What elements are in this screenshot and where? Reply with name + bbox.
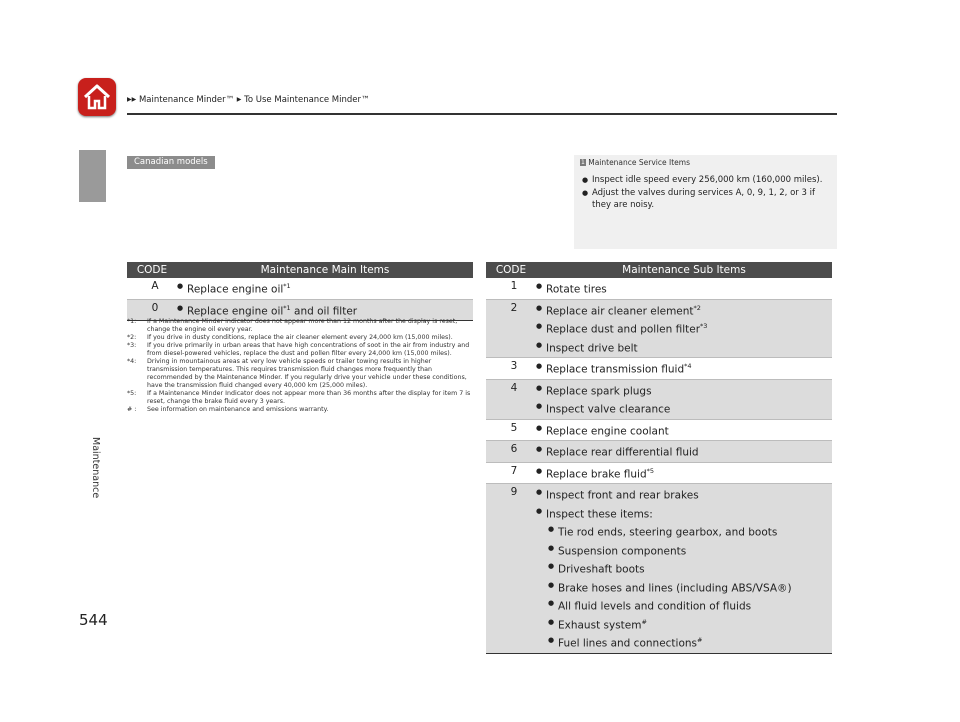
breadcrumb-arrow-icon: ▶▶: [127, 96, 137, 103]
region-badge: Canadian models: [127, 156, 215, 169]
footnote: *5: If a Maintenance Minder Indicator does not appear more than 36 months after the display for item 7 is reset, change the brake fluid every 3 years.: [127, 390, 471, 405]
row-subitem: ● Tie rod ends, steering gearbox, and boots: [536, 522, 832, 541]
table-row: [486, 278, 832, 299]
row-item: ● Replace transmission fluid$^{*4}$: [536, 359, 832, 378]
table-row: [486, 379, 832, 419]
row-items: [536, 462, 832, 484]
row-items: [177, 278, 473, 299]
row-code: 0: [127, 299, 177, 321]
row-item: ● Inspect these items:: [536, 504, 832, 523]
row-item: ● Replace brake fluid$^{*5}$: [536, 464, 832, 483]
home-icon[interactable]: [78, 78, 116, 116]
table-row: [486, 462, 832, 484]
footnote: *4: Driving in mountainous areas at very low vehicle speeds or trailer towing results in higher transmission temperatures. This requires transmission fluid changes more frequently than recommended by the Maintenance Minder. If you regularly drive your vehicle under these conditions, have the transmission fluid changed every 40,000 km (25,000 miles).: [127, 358, 467, 389]
breadcrumb: [127, 95, 370, 105]
main-items-table: [127, 262, 473, 321]
table-row: [486, 358, 832, 380]
row-item: ● Replace air cleaner element$^{*2}$: [536, 301, 832, 320]
row-item: ● Inspect front and rear brakes: [536, 485, 832, 504]
row-code: 7: [510, 464, 518, 477]
table-row: [127, 278, 473, 299]
row-items: [536, 278, 832, 299]
row-code: A: [151, 280, 159, 292]
chapter-label: Maintenance: [90, 437, 101, 499]
row-items: [536, 419, 832, 441]
row-item: ● Replace engine coolant: [536, 421, 832, 440]
breadcrumb-item[interactable]: Maintenance Minder™: [138, 95, 235, 105]
row-item: ● Replace rear differential fluid: [536, 442, 832, 461]
row-item: ● Inspect drive belt: [536, 338, 832, 357]
row-item: ● Replace engine oil$^{*1}$: [177, 279, 473, 298]
footnote: *2: If you drive in dusty conditions, replace the air cleaner element every 24,000 km (15,000 miles).: [127, 334, 453, 341]
row-code: 4: [486, 379, 536, 419]
sub-items-table: [486, 262, 832, 654]
footnote: *1: If a Maintenance Minder indicator does not appear more than 12 months after the display is reset, change the engine oil every year.: [127, 318, 458, 333]
sub-table-body: [486, 278, 832, 653]
row-code: 1: [510, 280, 518, 292]
column-header-code: CODE: [127, 262, 177, 278]
row-code: 3: [510, 360, 518, 372]
row-subitem: ● All fluid levels and condition of fluids: [536, 596, 832, 615]
footnote: *3: If you drive primarily in urban areas that have high concentrations of soot in the air from industry and from diesel-powered vehicles, replace the dust and pollen filter every 24,000 km (15,000 miles).: [127, 342, 470, 357]
row-subitem: ● Fuel lines and connections#: [536, 633, 832, 652]
row-item: ● Replace engine oil$^{*1}$ and oil filter: [177, 301, 473, 320]
row-item: ● Replace spark plugs: [536, 381, 832, 400]
row-subitem: ● Suspension components: [536, 541, 832, 560]
row-code: 9: [486, 484, 536, 654]
row-items: [536, 484, 832, 654]
row-subitem: ● Brake hoses and lines (including ABS/VSA®): [536, 578, 832, 597]
column-header-items: Maintenance Sub Items: [536, 262, 832, 278]
table-row: [486, 484, 832, 654]
note-marker: 1: [581, 159, 585, 166]
table-row: [486, 419, 832, 441]
column-header-items: Maintenance Main Items: [177, 262, 473, 278]
page-number: 544: [79, 611, 108, 629]
row-subitem: ● Exhaust system#: [536, 615, 832, 634]
note-item: ● Adjust the valves during services A, 0, 9, 1, 2, or 3 if they are noisy.: [582, 187, 827, 211]
table-row: [486, 441, 832, 463]
note-item: ● Inspect idle speed every 256,000 km (160,000 miles).: [582, 174, 827, 186]
chapter-tab-marker: [79, 150, 106, 202]
note-title: [580, 158, 690, 167]
breadcrumb-arrow-icon: ▶: [236, 96, 242, 103]
header-rule: [127, 113, 837, 115]
row-items: [536, 299, 832, 358]
breadcrumb-item[interactable]: To Use Maintenance Minder™: [244, 95, 370, 105]
row-item: ● Inspect valve clearance: [536, 399, 832, 418]
row-code: 6: [486, 441, 536, 463]
row-items: [536, 358, 832, 380]
note-list: [582, 174, 827, 212]
note-title-text: Maintenance Service Items: [588, 158, 690, 167]
footnotes: [127, 318, 473, 414]
note-box: [574, 155, 837, 249]
table-row: [486, 299, 832, 358]
row-items: [536, 379, 832, 419]
row-code: 2: [486, 299, 536, 358]
row-code: 5: [510, 421, 518, 434]
column-header-code: CODE: [486, 262, 536, 278]
footnote: # : See information on maintenance and emissions warranty.: [127, 406, 329, 413]
row-subitem: ● Driveshaft boots: [536, 559, 832, 578]
row-items: [536, 441, 832, 463]
row-item: ● Replace dust and pollen filter$^{*3}$: [536, 319, 832, 338]
row-item: ● Rotate tires: [536, 279, 832, 298]
